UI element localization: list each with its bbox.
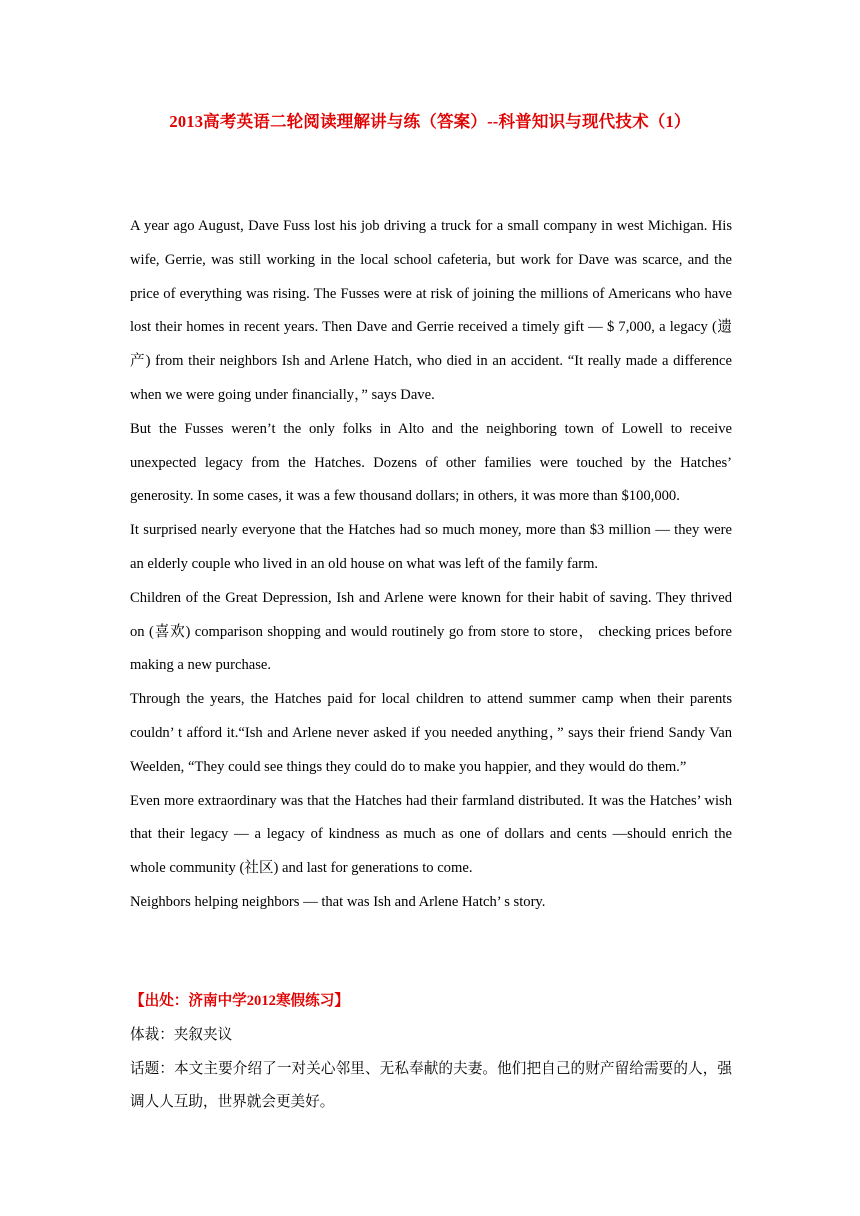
- reading-passage: [130, 210, 732, 920]
- paragraph-4: Children of the Great Depression, Ish and Arlene were known for their habit of saving. They thrived on (喜欢) comparison shopping and would routinely go from store to store， checking prices before making a new purchase.: [130, 589, 732, 674]
- paragraph-1: A year ago August, Dave Fuss lost his job driving a truck for a small company in west Michigan. His wife, Gerrie, was still working in the local school cafeteria, but work for Dave was scarce, and the price of everything was rising. The Fusses were at risk of joining the millions of Americans who have lost their homes in recent years. Then Dave and Gerrie received a timely gift — $ 7,000, a legacy (遗产) from their neighbors Ish and Arlene Hatch, who died in an accident. “It really made a difference when we were going under financially，” says Dave.: [130, 218, 732, 403]
- paragraph-3: It surprised nearly everyone that the Hatches had so much money, more than $3 million — they were an elderly couple who lived in an old house on what was left of the family farm.: [130, 522, 732, 572]
- paragraph-6: Even more extraordinary was that the Hatches had their farmland distributed. It was the Hatches’ wish that their legacy — a legacy of kindness as much as one of dollars and cents —should enrich the whole community (社区) and last for generations to come.: [130, 792, 732, 877]
- genre-label: 体裁：夹叙夹议: [130, 1026, 233, 1043]
- paragraph-2: But the Fusses weren’t the only folks in Alto and the neighboring town of Lowell to receive unexpected legacy from the Hatches. Dozens of other families were touched by the Hatches’ generosity. In some cases, it was a few thousand dollars; in others, it was more than $100,000.: [130, 420, 732, 505]
- document-title: 2013高考英语二轮阅读理解讲与练（答案）--科普知识与现代技术（1）: [169, 112, 691, 131]
- topic-summary: 话题：本文主要介绍了一对关心邻里、无私奉献的夫妻。他们把自己的财产留给需要的人，强调人人互助，世界就会更美好。: [130, 1060, 732, 1111]
- paragraph-5: Through the years, the Hatches paid for local children to attend summer camp when their parents couldn’ t afford it.“Ish and Arlene never asked if you needed anything，” says their friend Sandy Van Weelden, “They could see things they could do to make you happier, and they would do them.”: [130, 691, 732, 775]
- passage-notes: [130, 985, 732, 1120]
- source-label: 【出处：济南中学2012寒假练习】: [130, 993, 349, 1009]
- paragraph-7: Neighbors helping neighbors — that was Ish and Arlene Hatch’ s story.: [130, 893, 546, 910]
